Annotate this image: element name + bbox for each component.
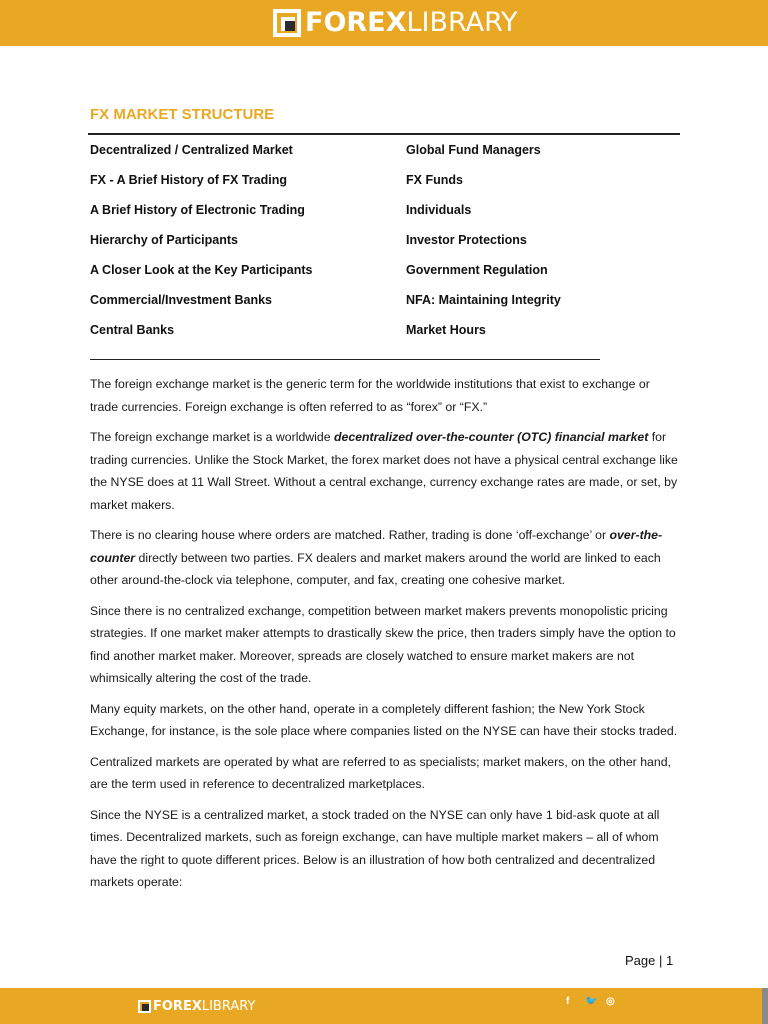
logo-text bbox=[305, 5, 518, 41]
footer-bar bbox=[0, 988, 768, 1024]
toc-item[interactable]: Decentralized / Centralized Market bbox=[90, 143, 293, 157]
toc-item[interactable]: Global Fund Managers bbox=[406, 143, 541, 157]
paragraph: Many equity markets, on the other hand, operate in a completely different fashion; the New York Stock Exchange, for instance, is the sole place where companies listed on the NYSE can have their stocks traded. bbox=[90, 701, 678, 738]
toc-item[interactable]: Government Regulation bbox=[406, 263, 548, 277]
paragraph: Since the NYSE is a centralized market, a stock traded on the NYSE can only have 1 bid-ask quote at all times. Decentralized markets, such as foreign exchange, can have multiple market makers – all of whom have the right to quote different prices. Below is an illustration of how both centralized and decentralized markets operate: bbox=[90, 807, 660, 889]
paragraph: Since there is no centralized exchange, competition between market makers prevents monopolistic pricing strategies. If one market maker attempts to drastically skew the price, then traders simply have the option to find another market maker. Moreover, spreads are closely watched to ensure market makers are not whimsically altering the cost of the trade. bbox=[90, 603, 676, 685]
facebook-icon[interactable]: f bbox=[566, 996, 570, 1007]
twitter-icon[interactable]: 🐦 bbox=[585, 996, 598, 1007]
toc-item[interactable]: Commercial/Investment Banks bbox=[90, 293, 273, 307]
toc-item[interactable]: Market Hours bbox=[406, 323, 486, 337]
article-body bbox=[90, 373, 680, 902]
toc-item[interactable]: A Closer Look at the Key Participants bbox=[90, 263, 313, 277]
toc-item[interactable]: NFA: Maintaining Integrity bbox=[406, 293, 561, 307]
emphasis: decentralized over-the-counter (OTC) financial market bbox=[334, 430, 649, 444]
footer-scroll-strip bbox=[762, 988, 768, 1024]
paragraph: The foreign exchange market is a worldwide decentralized over-the-counter (OTC) financial market for trading currencies. Unlike the Stock Market, the forex market does not have a physical central exchange like the NYSE does at 11 Wall Street. Without a central exchange, currency exchange rates are made, or set, by market makers. bbox=[90, 430, 678, 512]
logo-bold: FOREX bbox=[305, 7, 407, 38]
toc-item[interactable]: FX Funds bbox=[406, 173, 463, 187]
page-number: Page | 1 bbox=[625, 953, 674, 968]
logo-mark-icon bbox=[273, 9, 301, 37]
divider-top bbox=[88, 133, 680, 135]
instagram-icon[interactable]: ◎ bbox=[606, 996, 615, 1007]
toc-item[interactable]: FX - A Brief History of FX Trading bbox=[90, 173, 288, 187]
toc-item[interactable]: Hierarchy of Participants bbox=[90, 233, 238, 247]
paragraph: The foreign exchange market is the generic term for the worldwide institutions that exist to exchange or trade currencies. Foreign exchange is often referred to as “forex” or “FX.” bbox=[90, 377, 650, 414]
toc-item[interactable]: Individuals bbox=[406, 203, 472, 217]
paragraph: Centralized markets are operated by what are referred to as specialists; market makers, on the other hand, are the term used in reference to decentralized marketplaces. bbox=[90, 754, 671, 791]
forexlibrary-logo[interactable] bbox=[273, 5, 518, 41]
footer-logo[interactable] bbox=[138, 997, 255, 1015]
paragraph: There is no clearing house where orders are matched. Rather, trading is done ‘off-exchange’ or over-the-counter directly between two parties. FX dealers and market makers around the world are linked to each other around-the-clock via telephone, computer, and fax, creating one cohesive market. bbox=[90, 528, 663, 587]
footer-logo-mark-icon bbox=[138, 1000, 151, 1013]
toc-item[interactable]: A Brief History of Electronic Trading bbox=[90, 203, 305, 217]
emphasis: over-the-counter bbox=[90, 528, 663, 565]
divider-mid bbox=[90, 359, 600, 360]
toc-item[interactable]: Central Banks bbox=[90, 323, 175, 337]
logo-light: LIBRARY bbox=[406, 7, 518, 38]
section-title: FX MARKET STRUCTURE bbox=[90, 106, 275, 123]
toc-item[interactable]: Investor Protections bbox=[406, 233, 527, 247]
footer-logo-text: FOREXLIBRARY bbox=[153, 998, 256, 1014]
